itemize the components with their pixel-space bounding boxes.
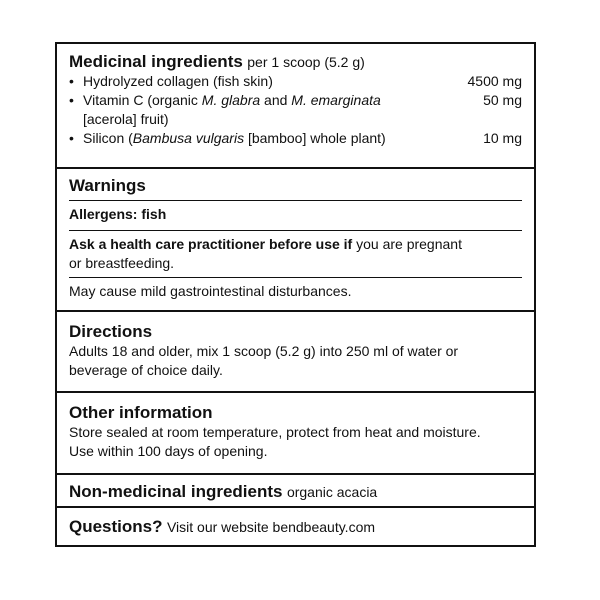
bullet: •: [69, 73, 74, 89]
ingredient-name-part: [acerola] fruit): [83, 111, 169, 127]
ingredient-row-2-continued: [69, 110, 522, 129]
medicinal-serving: per 1 scoop (5.2 g): [247, 54, 365, 70]
questions-title: Questions?: [69, 517, 163, 536]
ingredient-species: M. glabra: [201, 92, 261, 108]
questions-text: Visit our website bendbeauty.com: [166, 519, 376, 535]
medicinal-section: [57, 44, 534, 169]
nonmedicinal-title: Non-medicinal ingredients: [69, 482, 283, 501]
caution-rest: you are pregnant: [352, 236, 462, 252]
bullet: •: [69, 130, 74, 146]
nonmedicinal-text: organic acacia: [286, 484, 378, 500]
caution-text-line2: or breastfeeding.: [69, 255, 175, 271]
other-info-section: [57, 393, 534, 475]
ingredient-species: M. emarginata: [291, 92, 381, 108]
bullet: •: [69, 92, 74, 108]
caution-text: [69, 231, 522, 254]
ingredient-row-2: [69, 91, 522, 110]
ingredient-species: Bambusa vulgaris: [132, 130, 245, 146]
medicinal-title: Medicinal ingredients: [69, 52, 243, 71]
ingredient-name-part: Silicon (: [83, 130, 133, 146]
directions-section: [57, 312, 534, 393]
nonmedicinal-section: [57, 475, 534, 508]
ingredient-amount: 10 mg: [483, 130, 522, 146]
questions-section: [57, 508, 534, 545]
ingredient-name: [83, 91, 452, 110]
ingredient-amount: 4500 mg: [467, 73, 522, 89]
ingredient-name: [83, 129, 452, 148]
disturbance-text: May cause mild gastrointestinal disturbances.: [69, 283, 352, 299]
ingredient-name-part: and: [260, 92, 292, 108]
ingredient-name: Hydrolyzed collagen (fish skin): [83, 73, 273, 89]
product-label: [55, 42, 536, 547]
ingredient-amount: 50 mg: [483, 92, 522, 108]
ingredient-row-1: [69, 72, 522, 91]
directions-line-2: beverage of choice daily.: [69, 362, 223, 378]
warnings-section: [57, 169, 534, 312]
other-info-title: Other information: [69, 403, 213, 422]
other-info-line-2: Use within 100 days of opening.: [69, 443, 268, 459]
warnings-title: Warnings: [69, 176, 146, 195]
directions-line-1: Adults 18 and older, mix 1 scoop (5.2 g) into 250 ml of water or: [69, 343, 459, 359]
ingredient-row-3: [69, 129, 522, 148]
caution-bold: Ask a health care practitioner before use if: [69, 236, 353, 252]
directions-title: Directions: [69, 322, 153, 341]
medicinal-heading: [69, 52, 522, 72]
other-info-line-1: Store sealed at room temperature, protect from heat and moisture.: [69, 424, 481, 440]
ingredient-name-part: [bamboo] whole plant): [244, 130, 386, 146]
ingredient-name-part: Vitamin C (organic: [83, 92, 202, 108]
allergens-text: Allergens: fish: [69, 206, 167, 222]
